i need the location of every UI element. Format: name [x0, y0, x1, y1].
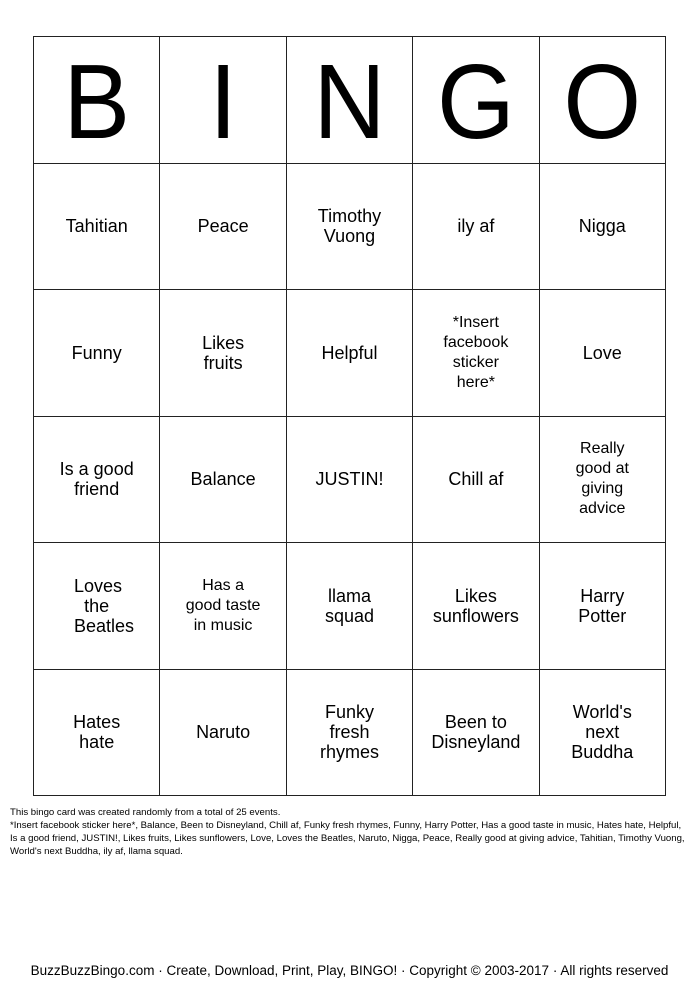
bingo-cell: Been to Disneyland [413, 669, 539, 796]
bingo-card [33, 36, 666, 796]
bingo-cell: JUSTIN! [286, 416, 412, 543]
bingo-cell: World's next Buddha [539, 669, 665, 796]
bingo-cell: Love [539, 290, 665, 417]
bingo-row [34, 163, 666, 290]
bingo-cell: Really good at giving advice [539, 416, 665, 543]
bingo-row [34, 543, 666, 670]
bingo-header-row [34, 37, 666, 164]
bingo-cell: llama squad [286, 543, 412, 670]
bingo-cell: *Insert facebook sticker here* [413, 290, 539, 417]
bingo-row [34, 669, 666, 796]
bingo-cell: Likes sunflowers [413, 543, 539, 670]
header-cell-o: O [539, 37, 665, 164]
bingo-cell: Tahitian [34, 163, 160, 290]
bingo-row [34, 290, 666, 417]
bingo-cell: Balance [160, 416, 286, 543]
bingo-cell: Nigga [539, 163, 665, 290]
bingo-cell: Loves the Beatles [34, 543, 160, 670]
bingo-cell: Helpful [286, 290, 412, 417]
note-summary: This bingo card was created randomly from a total of 25 events. [10, 807, 281, 818]
bingo-cell: Hates hate [34, 669, 160, 796]
bingo-cell: Is a good friend [34, 416, 160, 543]
bingo-cell: Has a good taste in music [160, 543, 286, 670]
footer-credit: BuzzBuzzBingo.com · Create, Download, Print, Play, BINGO! · Copyright © 2003-2017 · All rights reserved [30, 963, 669, 978]
bingo-cell: Harry Potter [539, 543, 665, 670]
header-cell-n: N [286, 37, 412, 164]
card-note [10, 806, 690, 858]
header-cell-i: I [160, 37, 286, 164]
bingo-cell: Funny [34, 290, 160, 417]
bingo-cell: Chill af [413, 416, 539, 543]
header-cell-g: G [413, 37, 539, 164]
bingo-cell: Timothy Vuong [286, 163, 412, 290]
bingo-cell: ily af [413, 163, 539, 290]
bingo-cell: Naruto [160, 669, 286, 796]
bingo-cell: Peace [160, 163, 286, 290]
note-event-list: *Insert facebook sticker here*, Balance, Been to Disneyland, Chill af, Funky fresh rhymes, Funny, Harry Potter, Has a good taste in music, Hates hate, Helpful, Is a good friend, JUSTIN!, Likes fruits, Likes sunflowers, Love, Loves the Beatles, Naruto, Nigga, Peace, Really good at giving advice, Tahitian, Timothy Vuong, World's next Buddha, ily af, llama squad. [10, 820, 685, 857]
bingo-cell: Funky fresh rhymes [286, 669, 412, 796]
bingo-cell: Likes fruits [160, 290, 286, 417]
header-cell-b: B [34, 37, 160, 164]
bingo-row [34, 416, 666, 543]
